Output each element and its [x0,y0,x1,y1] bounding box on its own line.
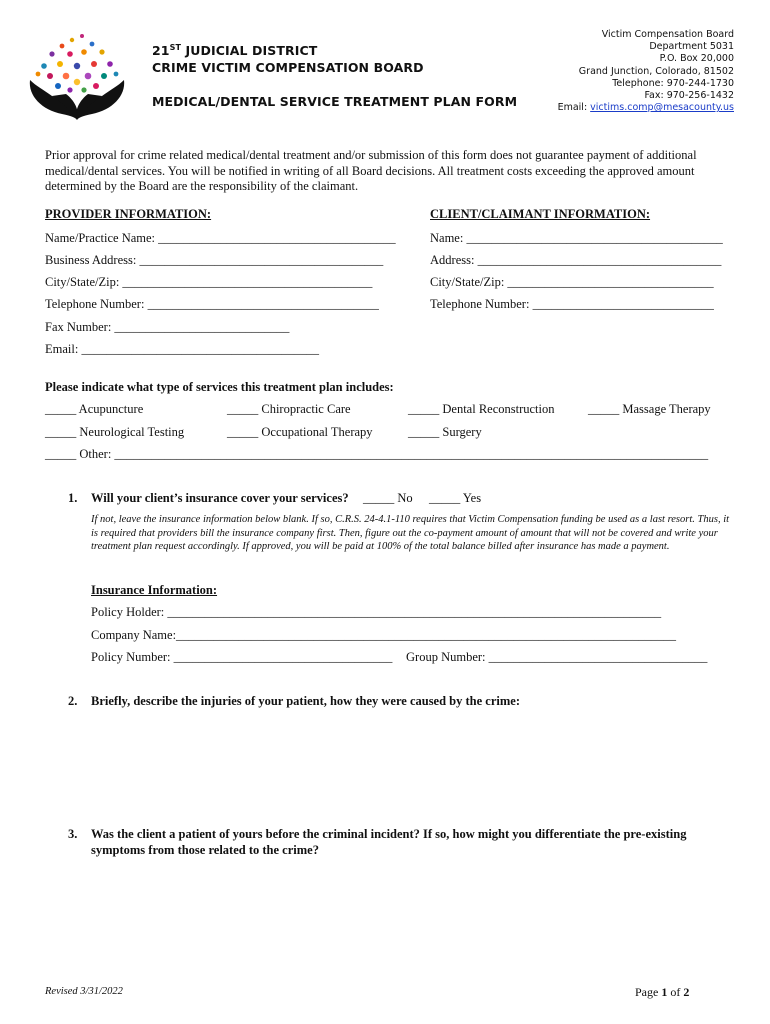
company-name-field[interactable]: Company Name:________________________________________________________________________________ [91,628,677,642]
client-name-field[interactable]: Name: _________________________________________ [430,231,723,245]
q3-question-line2: symptoms from those related to the crime? [91,843,319,857]
provider-name-field[interactable]: Name/Practice Name: ______________________________________ [45,231,396,245]
client-address-field[interactable]: Address: _______________________________________ [430,253,722,267]
q3-number: 3. [68,827,78,841]
service-occupational[interactable]: _____ Occupational Therapy [227,425,373,439]
q2-question: Briefly, describe the injuries of your patient, how they were caused by the crime: [91,694,520,708]
email-line: Email: victims.comp@mesacounty.us [557,102,734,114]
address-line: Telephone: 970-244-1730 [612,77,734,89]
address-line: Fax: 970-256-1432 [644,90,734,102]
q1-note: If not, leave the insurance information below blank. If so, C.R.S. 24-4.1-110 requires that Victim Compensation funding be used as a last resort. Thus, it is required that providers bill the insurance company first. Then, figure out the co-payment amount of amount that will not be covered and write your treatment plan request accordingly. If approved, you will be paid at 100% of the total balance billed after insurance has made a payment. [91,514,730,553]
intro-paragraph: Prior approval for crime related medical/dental treatment and/or submission of this form does not guarantee payment of additional medical/dental services. You will be notified in writing of all Board decisions. All treatment costs exceeding the approved amount determined by the Board are the responsibility of the claimant. [45,148,697,193]
email-link[interactable]: victims.comp@mesacounty.us [590,102,734,114]
address-line: P.O. Box 20,000 [659,53,734,65]
insurance-heading: Insurance Information: [91,583,218,597]
policy-holder-field[interactable]: Policy Holder: _______________________________________________________________________________ [91,605,662,619]
service-other[interactable]: _____ Other: _______________________________________________________________________________________________ [45,447,709,461]
service-chiropractic[interactable]: _____ Chiropractic Care [227,402,351,416]
q1-no-option[interactable]: _____ No [363,491,413,505]
q3-question-line1: Was the client a patient of yours before the criminal incident? If so, how might you differentiate the pre-existing [91,827,687,841]
provider-fax-field[interactable]: Fax Number: ____________________________ [45,320,290,334]
district-title: 21ST JUDICIAL DISTRICT [152,43,318,59]
service-surgery[interactable]: _____ Surgery [408,425,482,439]
provider-phone-field[interactable]: Telephone Number: _____________________________________ [45,297,379,311]
page-indicator: Page 1 of 2 [635,985,690,999]
q3-answer-area[interactable] [91,864,731,974]
service-acupuncture[interactable]: _____ Acupuncture [45,402,144,416]
service-massage[interactable]: _____ Massage Therapy [588,402,711,416]
board-address [558,29,734,114]
q1-question: Will your client’s insurance cover your services? [91,491,349,505]
board-logo [22,30,132,127]
group-number-field[interactable]: Group Number: ___________________________________ [406,650,708,664]
q2-number: 2. [68,694,78,708]
q2-answer-area[interactable] [91,714,731,814]
revised-date: Revised 3/31/2022 [45,986,123,997]
client-city-field[interactable]: City/State/Zip: _________________________________ [430,275,714,289]
address-line: Department 5031 [649,41,734,53]
provider-email-field[interactable]: Email: ______________________________________ [45,342,319,356]
address-line: Grand Junction, Colorado, 81502 [578,65,734,77]
provider-address-field[interactable]: Business Address: _______________________________________ [45,253,384,267]
service-dental-reconstruction[interactable]: _____ Dental Reconstruction [408,402,555,416]
board-title: CRIME VICTIM COMPENSATION BOARD [152,60,424,75]
client-phone-field[interactable]: Telephone Number: _____________________________ [430,297,714,311]
address-line: Victim Compensation Board [601,29,734,40]
provider-heading: PROVIDER INFORMATION: [45,207,212,221]
q1-number: 1. [68,491,78,505]
provider-city-field[interactable]: City/State/Zip: ________________________________________ [45,275,373,289]
q1-yes-option[interactable]: _____ Yes [429,491,482,505]
services-heading: Please indicate what type of services this treatment plan includes: [45,380,394,394]
policy-number-field[interactable]: Policy Number: ___________________________________ [91,650,393,664]
service-neurological[interactable]: _____ Neurological Testing [45,425,185,439]
client-heading: CLIENT/CLAIMANT INFORMATION: [430,207,651,221]
form-title: MEDICAL/DENTAL SERVICE TREATMENT PLAN FORM [152,94,518,109]
